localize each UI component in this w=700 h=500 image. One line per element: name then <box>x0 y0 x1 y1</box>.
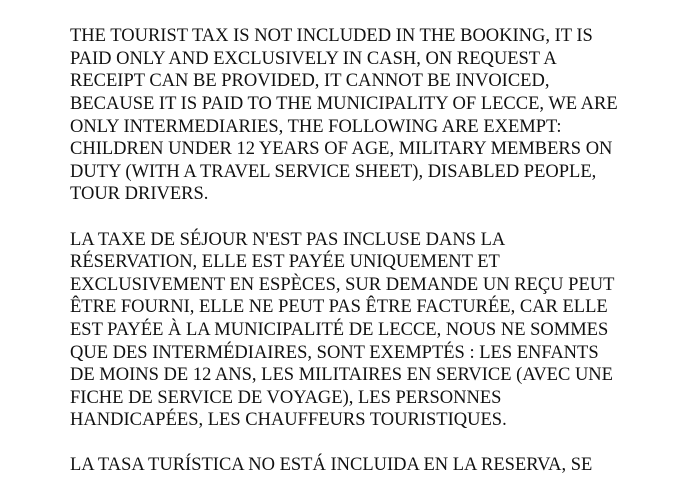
text-line: PAID ONLY AND EXCLUSIVELY IN CASH, ON REQUEST A <box>70 48 557 69</box>
text-line: LA TASA TURÍSTICA NO ESTÁ INCLUIDA EN LA RESERVA, SE <box>70 455 593 476</box>
paragraph-french <box>70 229 670 432</box>
text-line: THE TOURIST TAX IS NOT INCLUDED IN THE BOOKING, IT IS <box>70 26 593 47</box>
text-line: DE MOINS DE 12 ANS, LES MILITAIRES EN SERVICE (AVEC UNE <box>70 365 613 386</box>
text-line: EXCLUSIVEMENT EN ESPÈCES, SUR DEMANDE UN REÇU PEUT <box>70 274 615 295</box>
text-line: ONLY INTERMEDIARIES, THE FOLLOWING ARE EXEMPT: <box>70 116 562 137</box>
paragraph-spanish <box>70 454 670 477</box>
text-line: EST PAYÉE À LA MUNICIPALITÉ DE LECCE, NOUS NE SOMMES <box>70 319 609 340</box>
text-line: RÉSERVATION, ELLE EST PAYÉE UNIQUEMENT ET <box>70 252 500 273</box>
text-line: FICHE DE SERVICE DE VOYAGE), LES PERSONNES <box>70 387 502 408</box>
text-line: DUTY (WITH A TRAVEL SERVICE SHEET), DISABLED PEOPLE, <box>70 161 597 182</box>
text-line: RECEIPT CAN BE PROVIDED, IT CANNOT BE INVOICED, <box>70 71 550 92</box>
text-line: TOUR DRIVERS. <box>70 184 209 205</box>
text-line: QUE DES INTERMÉDIAIRES, SONT EXEMPTÉS : LES ENFANTS <box>70 342 599 363</box>
text-line: ÊTRE FOURNI, ELLE NE PEUT PAS ÊTRE FACTURÉE, CAR ELLE <box>70 297 608 318</box>
document-body <box>70 0 670 500</box>
paragraph-italian-tail <box>70 0 670 3</box>
paragraph-english <box>70 25 670 206</box>
text-line: BECAUSE IT IS PAID TO THE MUNICIPALITY OF LECCE, WE ARE <box>70 93 618 114</box>
text-line: CHILDREN UNDER 12 YEARS OF AGE, MILITARY MEMBERS ON <box>70 139 613 160</box>
text-line: LA TAXE DE SÉJOUR N'EST PAS INCLUSE DANS LA <box>70 229 506 250</box>
text-line <box>70 0 670 3</box>
text-line: HANDICAPÉES, LES CHAUFFEURS TOURISTIQUES. <box>70 410 507 431</box>
